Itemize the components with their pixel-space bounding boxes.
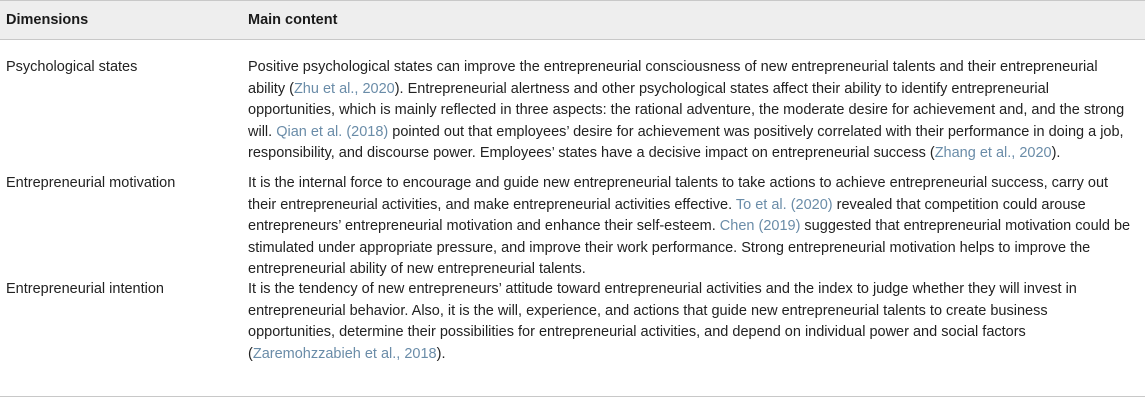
content-cell: Positive psychological states can improve the entrepreneurial consciousness of new entrepreneurial talents and their entrepreneurial ability (Zhu et al., 2020). Entrepreneurial alertness and other psychological states affect their ability to identify entrepreneurial opportunities, which is mainly reflected in three aspects: the rational adventure, the moderate desire for achievement and, and the strong will. Qian et al. (2018) pointed out that employees’ desire for achievement was positively correlated with their performance in doing a job, responsibility, and discourse power. Employees’ states have a decisive impact on entrepreneurial success (Zhang et al., 2020). — [248, 59, 1125, 161]
citation-link[interactable]: To et al. (2020) — [735, 196, 833, 213]
content-text: suggested that entrepreneurial motivation could be stimulated under appropriate pressure, and improve their work performance. Strong entrepreneurial motivation helps to improve the entrepreneurial ability of new entrepreneurial talents. — [248, 218, 1131, 277]
content-text: ). — [1051, 145, 1061, 161]
content-text: revealed that competition could arouse entrepreneurs’ entrepreneurial motivation and enhance their self-esteem. — [248, 196, 1086, 234]
citation-link[interactable]: Zaremohzzabieh et al., 2018 — [252, 345, 437, 362]
table-header — [0, 0, 1145, 40]
citation-link[interactable]: Zhang et al., 2020 — [934, 145, 1052, 161]
content-cell — [248, 276, 1145, 396]
dimension-cell: Entrepreneurial intention — [6, 281, 164, 297]
citation-link[interactable]: Zhu et al., 2020 — [293, 80, 395, 97]
header-dimensions: Dimensions — [6, 12, 89, 28]
dimension-cell: Entrepreneurial motivation — [6, 175, 176, 191]
dimension-cell: Psychological states — [6, 59, 138, 75]
content-cell — [248, 170, 1145, 276]
content-text: ). — [436, 345, 446, 362]
table-row — [0, 276, 1145, 397]
header-main-content: Main content — [248, 12, 338, 28]
citation-link[interactable]: Chen (2019) — [719, 218, 801, 234]
content-text: Positive psychological states can improve the entrepreneurial consciousness of new entrepreneurial talents and their entrepreneurial ability — [248, 59, 1098, 97]
citation-link[interactable]: Qian et al. (2018) — [276, 123, 389, 140]
table-row — [0, 40, 1145, 170]
table-row — [0, 170, 1145, 276]
content-text: It is the tendency of new entrepreneurs’ attitude toward entrepreneurial activities and the index to judge whether they will invest in entrepreneurial behavior. Also, it is the will, experience, and actions that guide new entrepreneurial talents to create business opportunities, determine their possibilities for entrepreneurial activities, and depend on individual power and social factors ( — [248, 281, 1077, 362]
content-text: ). Entrepreneurial alertness and other psychological states affect their ability to identify entrepreneurial opportunities, which is mainly reflected in three aspects: the rational adventure, the moderate desire for achievement and, and the strong will. — [248, 80, 1125, 140]
content-text: It is the internal force to encourage and guide new entrepreneurial talents to take actions to achieve entrepreneurial success, carry out their entrepreneurial activities, and make entrepreneurial activities effective. — [248, 175, 1109, 213]
content-text: pointed out that employees’ desire for achievement was positively correlated with their performance in doing a job, responsibility, and discourse power. Employees’ states have a decisive impact on entrepreneurial success ( — [248, 123, 1124, 161]
